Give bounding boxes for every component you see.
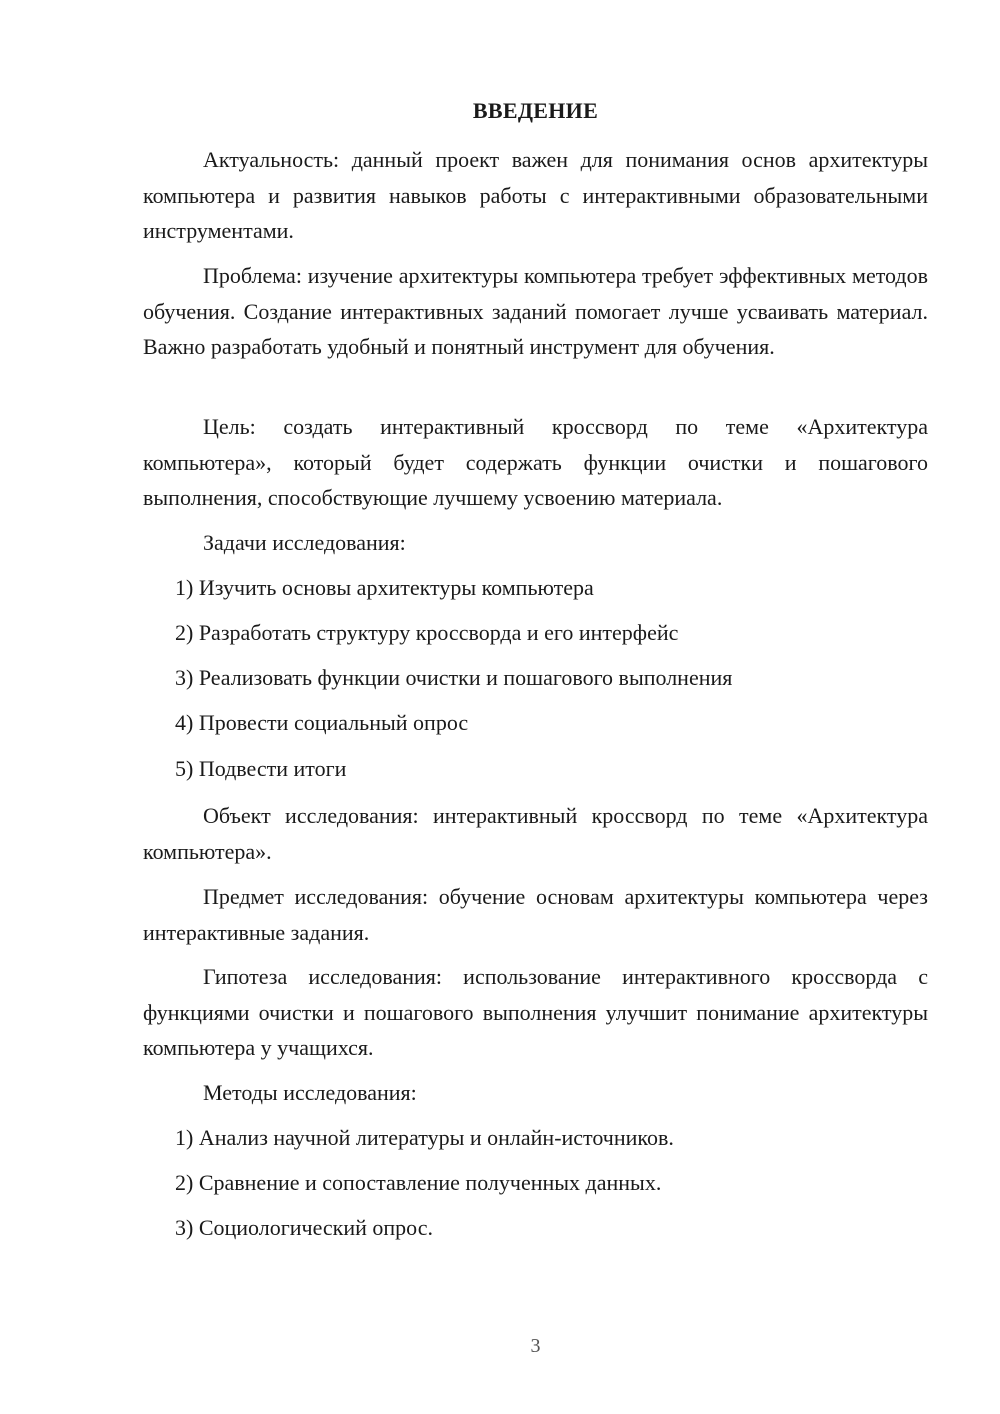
list-item-task-2: 2) Разработать структуру кроссворда и его интерфейс [175, 620, 679, 645]
document-page [143, 0, 928, 1414]
page-title: ВВЕДЕНИЕ [472, 98, 599, 123]
subject-paragraph: Предмет исследования: обучение основам архитектуры компьютера через интерактивные задания. [143, 884, 928, 945]
methods-label: Методы исследования: [203, 1080, 417, 1105]
list-item-method-2: 2) Сравнение и сопоставление полученных данных. [175, 1170, 662, 1195]
page-number: 3 [530, 1335, 541, 1357]
list-item-method-1: 1) Анализ научной литературы и онлайн-источников. [175, 1125, 674, 1150]
object-paragraph: Объект исследования: интерактивный кроссворд по теме «Архитектура компьютера». [143, 803, 928, 864]
goal-paragraph: Цель: создать интерактивный кроссворд по теме «Архитектура компьютера», который будет содержать функции очистки и пошагового выполнения, способствующие лучшему усвоению материала. [143, 414, 928, 510]
problem-paragraph: Проблема: изучение архитектуры компьютера требует эффективных методов обучения. Создание интерактивных заданий помогает лучше усваивать материал. Важно разработать удобный и понятный инструмент для обучения. [143, 263, 928, 359]
list-item-method-3: 3) Социологический опрос. [175, 1215, 433, 1240]
tasks-label: Задачи исследования: [203, 530, 406, 555]
hypothesis-paragraph: Гипотеза исследования: использование интерактивного кроссворда с функциями очистки и пошагового выполнения улучшит понимание архитектуры компьютера у учащихся. [143, 964, 928, 1060]
list-item-task-4: 4) Провести социальный опрос [175, 710, 469, 735]
list-item-task-5: 5) Подвести итоги [175, 756, 347, 781]
list-item-task-1: 1) Изучить основы архитектуры компьютера [175, 575, 594, 600]
list-item-task-3: 3) Реализовать функции очистки и пошагового выполнения [175, 665, 733, 690]
relevance-paragraph: Актуальность: данный проект важен для понимания основ архитектуры компьютера и развития навыков работы с интерактивными образовательными инструментами. [143, 147, 928, 243]
